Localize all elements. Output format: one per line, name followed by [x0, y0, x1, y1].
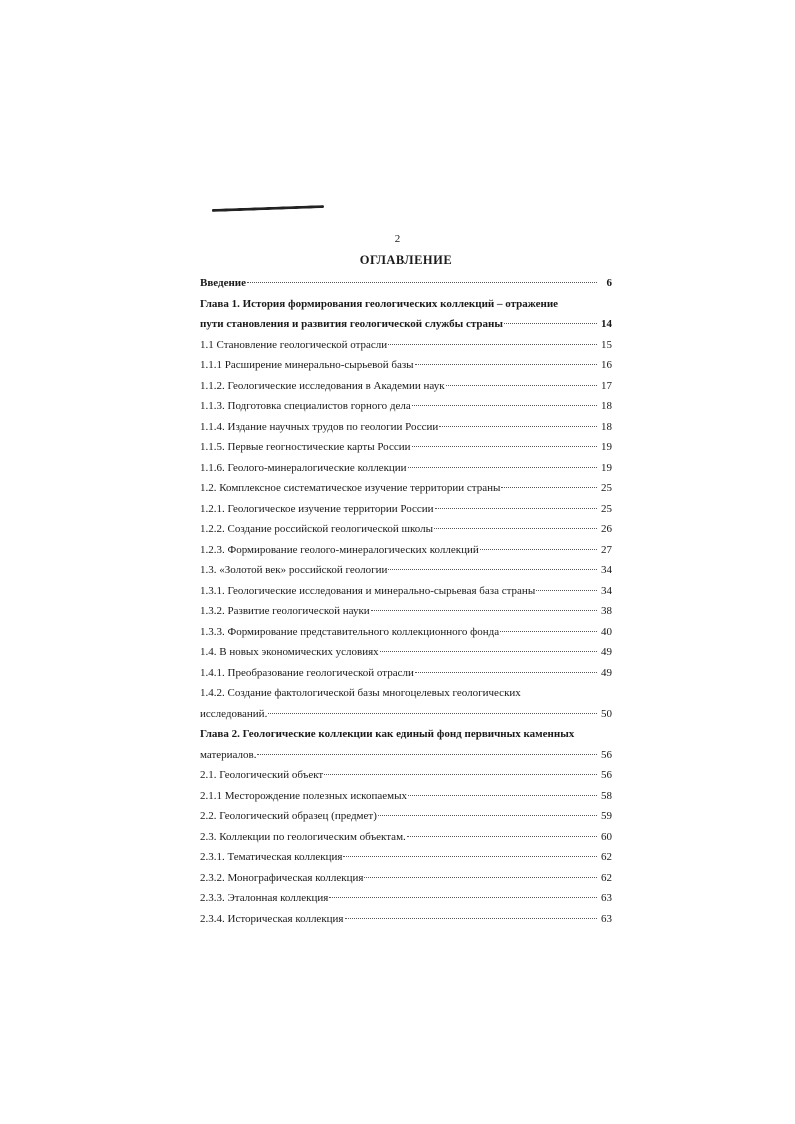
toc-entry[interactable] [200, 273, 612, 294]
dot-leader [268, 701, 597, 714]
toc-entry-text: 2.3.1. Тематическая коллекция [200, 851, 343, 863]
dot-leader [412, 434, 598, 447]
toc-line [200, 663, 612, 684]
toc-entry-text: Введение [200, 277, 247, 289]
toc-entry[interactable] [200, 909, 612, 930]
toc-entry-text: исследований. [200, 707, 268, 720]
dot-leader [364, 865, 597, 878]
toc-page-number: 60 [601, 830, 612, 843]
toc-page-number: 17 [601, 379, 612, 392]
toc-entry-text: 1.2.2. Создание российской геологической школы [200, 523, 433, 535]
toc-page-number: 15 [601, 338, 612, 351]
toc-page-number: 62 [601, 871, 612, 884]
toc-page-number: 19 [601, 461, 612, 474]
dot-leader [500, 619, 597, 632]
toc-line [200, 704, 612, 725]
dot-leader [408, 455, 597, 468]
toc-entry-text: 1.4. В новых экономических условиях [200, 646, 379, 658]
toc-page-number: 49 [601, 666, 612, 679]
toc-entry-text: Глава 1. История формирования геологических коллекций – отражение [200, 297, 559, 310]
dot-leader [435, 496, 597, 509]
dot-leader [415, 352, 597, 365]
toc-page-number: 62 [601, 851, 612, 863]
toc-page-number: 25 [601, 482, 612, 494]
toc-entry-text: 1.1.6. Геолого-минералогические коллекции [200, 461, 407, 474]
toc-entry-text: 1.1 Становление геологической отрасли [200, 338, 388, 351]
dot-leader [329, 885, 597, 898]
dot-leader [380, 639, 597, 652]
dot-leader [407, 824, 597, 837]
toc-entry-text: 1.1.3. Подготовка специалистов горного дела [200, 400, 411, 412]
toc-entry-text: 1.2. Комплексное систематическое изучение территории страны [200, 482, 501, 494]
dot-leader [378, 803, 597, 816]
dot-leader [415, 660, 597, 673]
dot-leader [480, 537, 597, 550]
toc-entry-text: 1.2.3. Формирование геолого-минералогических коллекций [200, 543, 479, 556]
toc-page-number: 26 [601, 523, 612, 535]
toc-page-number: 18 [601, 420, 612, 433]
dot-leader [345, 906, 598, 919]
toc-page-number: 63 [601, 912, 612, 925]
toc-page-number: 56 [601, 769, 612, 781]
scan-mark [212, 205, 324, 212]
toc-page-number: 34 [601, 584, 612, 597]
toc-title: ОГЛАВЛЕНИЕ [359, 253, 453, 267]
toc-entry[interactable] [200, 663, 612, 684]
toc-page-number: 18 [601, 400, 612, 412]
toc-entry-text: 1.1.4. Издание научных трудов по геологии России [200, 420, 439, 433]
dot-leader [324, 762, 597, 775]
table-of-contents [200, 273, 612, 929]
dot-leader [434, 516, 597, 529]
toc-entry-text: 1.3.3. Формирование представительного коллекционного фонда [200, 625, 500, 638]
toc-entry-text: 2.3. Коллекции по геологическим объектам. [200, 830, 406, 843]
toc-page-number: 34 [601, 564, 612, 576]
toc-entry[interactable] [200, 683, 612, 724]
dot-leader [388, 557, 597, 570]
toc-entry-text: 1.4.1. Преобразование геологической отрасли [200, 666, 414, 679]
page-number: 2 [394, 233, 401, 245]
toc-page-number: 6 [606, 277, 612, 289]
toc-entry-text: 1.3. «Золотой век» российской геологии [200, 564, 388, 576]
toc-entry-text: 2.3.2. Монографическая коллекция [200, 871, 364, 884]
toc-entry[interactable] [200, 724, 612, 765]
toc-entry-text: 1.2.1. Геологическое изучение территории России [200, 502, 434, 515]
toc-entry-text: Глава 2. Геологические коллекции как единый фонд первичных каменных [200, 728, 575, 740]
dot-leader [439, 414, 597, 427]
toc-entry-text: 1.3.1. Геологические исследования и минерально-сырьевая база страны [200, 584, 536, 597]
dot-leader [257, 742, 597, 755]
toc-page-number: 19 [601, 441, 612, 453]
dot-leader [501, 475, 597, 488]
toc-entry-text: 2.3.3. Эталонная коллекция [200, 892, 329, 904]
toc-entry-text: 1.1.1 Расширение минерально-сырьевой базы [200, 359, 414, 371]
toc-entry-text: 1.3.2. Развитие геологической науки [200, 605, 370, 617]
toc-entry-text: 1.1.5. Первые геогностические карты России [200, 441, 411, 453]
toc-entry-text: 2.1. Геологический объект [200, 769, 324, 781]
toc-entry-text: материалов. [200, 748, 257, 761]
toc-entry[interactable] [200, 294, 612, 335]
dot-leader [446, 373, 597, 386]
dot-leader [343, 844, 597, 857]
toc-page-number: 56 [601, 748, 612, 761]
toc-line [200, 273, 612, 294]
dot-leader [247, 270, 597, 283]
toc-page-number: 38 [601, 605, 612, 617]
dot-leader [412, 393, 597, 406]
toc-entry-text: 1.1.2. Геологические исследования в Академии наук [200, 379, 445, 392]
dot-leader [371, 598, 597, 611]
toc-entry-text: 2.2. Геологический образец (предмет) [200, 810, 377, 822]
dot-leader [388, 332, 597, 345]
toc-entry-text: пути становления и развития геологической службы страны [200, 318, 503, 330]
toc-page-number: 16 [601, 359, 612, 371]
toc-line [200, 909, 612, 930]
dot-leader [504, 311, 597, 324]
toc-page-number: 59 [601, 810, 612, 822]
toc-entry-text: 2.1.1 Месторождение полезных ископаемых [200, 789, 407, 802]
toc-entry-text: 2.3.4. Историческая коллекция [200, 912, 344, 925]
toc-page-number: 63 [601, 892, 612, 904]
toc-page-number: 14 [601, 318, 612, 330]
toc-page-number: 40 [601, 625, 612, 638]
toc-page-number: 25 [601, 502, 612, 515]
toc-page-number: 27 [601, 543, 612, 556]
dot-leader [408, 783, 597, 796]
toc-entry-text: 1.4.2. Создание фактологической базы многоцелевых геологических [200, 687, 521, 699]
toc-page-number: 50 [601, 707, 612, 720]
toc-page-number: 49 [601, 646, 612, 658]
toc-page-number: 58 [601, 789, 612, 802]
dot-leader [536, 578, 597, 591]
